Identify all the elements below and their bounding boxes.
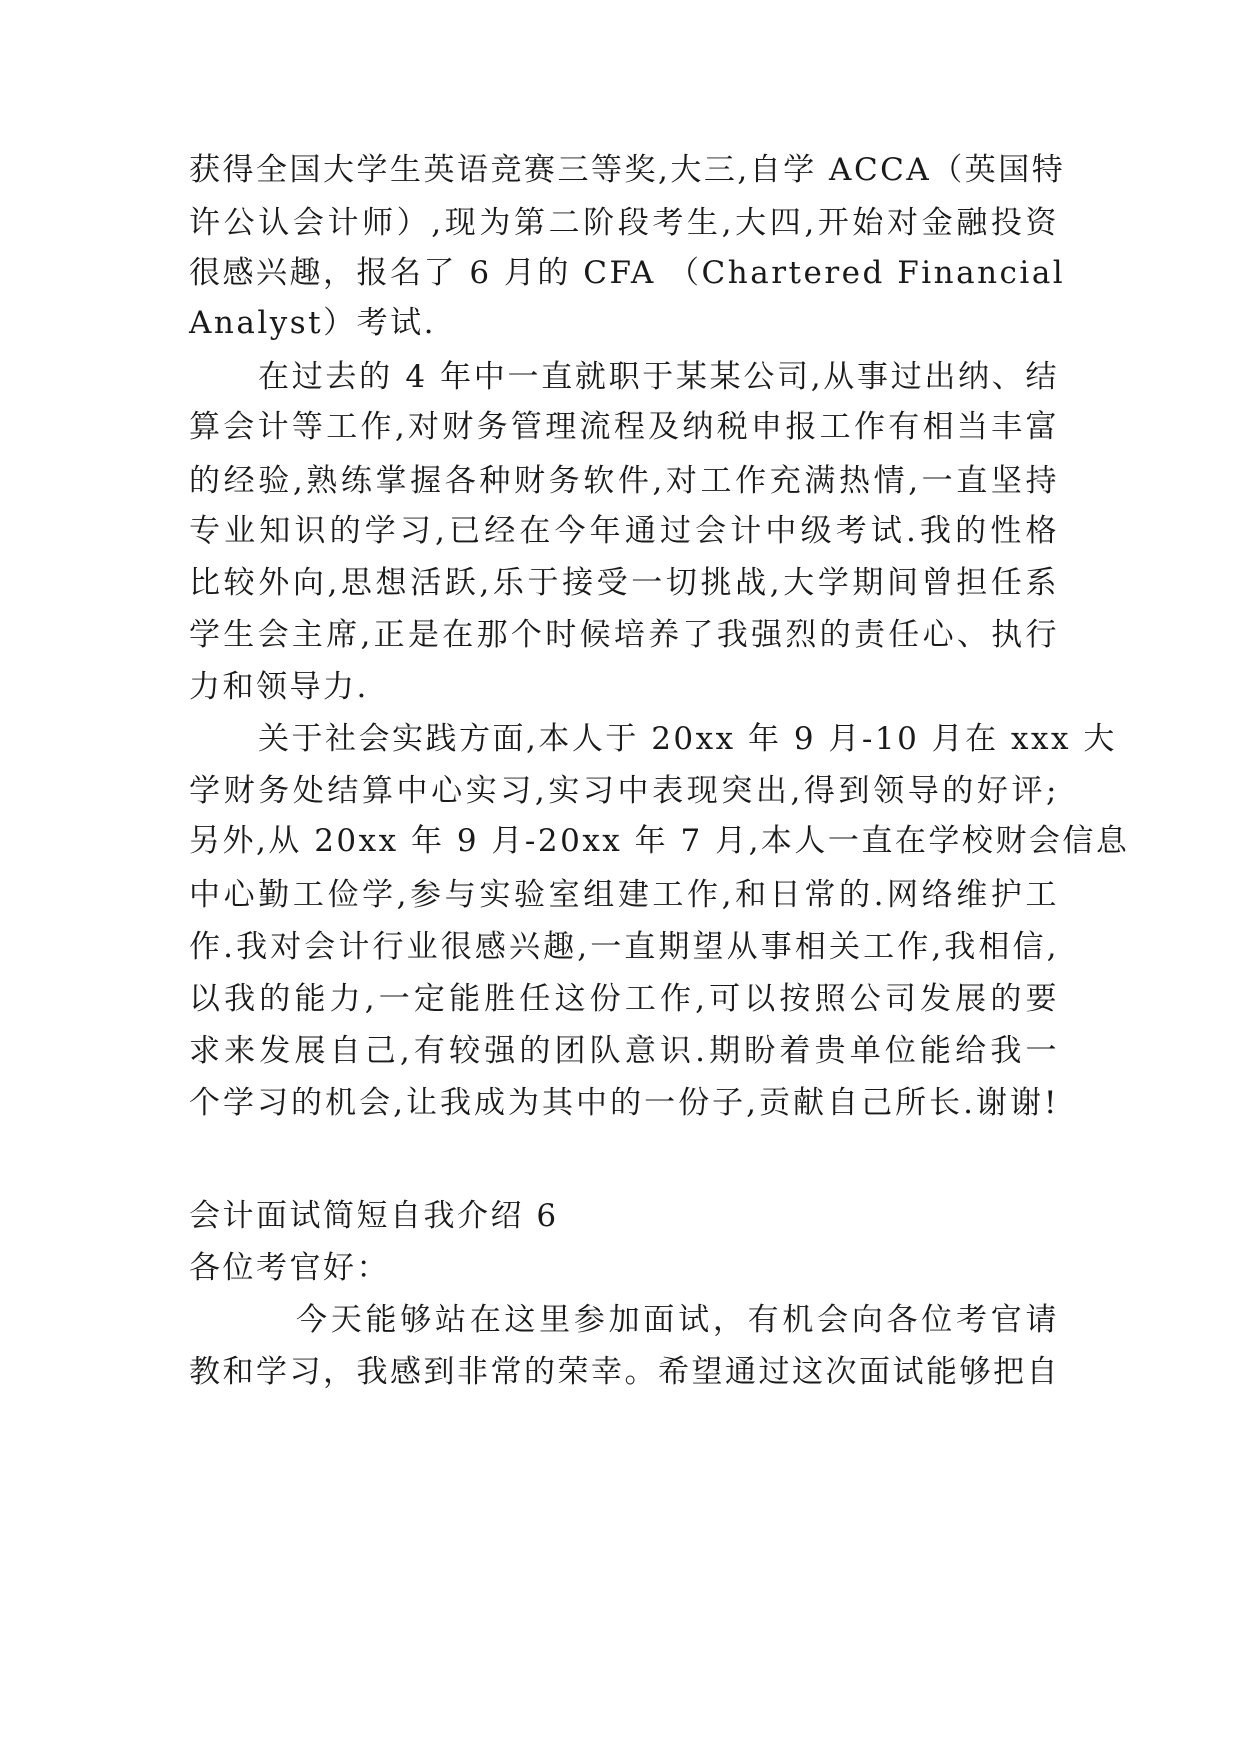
- paragraph-3-line-2: 学财务处结算中心实习,实习中表现突出,得到领导的好评;: [189, 773, 1059, 809]
- paragraph-1-line-3: 很感兴趣，报名了 6 月的 CFA （Chartered Financial: [189, 255, 1066, 291]
- paragraph-2-line-2: 算会计等工作,对财务管理流程及纳税申报工作有相当丰富: [189, 409, 1059, 445]
- paragraph-2-line-1: 在过去的 4 年中一直就职于某某公司,从事过出纳、结: [258, 359, 1059, 395]
- greeting: 各位考官好：: [189, 1250, 390, 1286]
- paragraph-3-line-7: 求来发展自己,有较强的团队意识.期盼着贵单位能给我一: [189, 1033, 1059, 1069]
- paragraph-3-line-3: 另外,从 20xx 年 9 月-20xx 年 7 月,本人一直在学校财会信息: [189, 823, 1130, 859]
- paragraph-3-line-8: 个学习的机会,让我成为其中的一份子,贡献自己所长.谢谢!: [189, 1085, 1059, 1121]
- paragraph-3-line-5: 作.我对会计行业很感兴趣,一直期望从事相关工作,我相信,: [189, 929, 1059, 965]
- paragraph-4-line-2: 教和学习，我感到非常的荣幸。希望通过这次面试能够把自: [189, 1354, 1060, 1390]
- paragraph-2-line-6: 学生会主席,正是在那个时候培养了我强烈的责任心、执行: [189, 617, 1059, 653]
- paragraph-1-line-4: Analyst）考试.: [189, 305, 436, 341]
- paragraph-4-line-1: 今天能够站在这里参加面试，有机会向各位考官请: [296, 1302, 1059, 1338]
- paragraph-2-line-3: 的经验,熟练掌握各种财务软件,对工作充满热情,一直坚持: [189, 463, 1059, 499]
- paragraph-2-line-7: 力和领导力.: [189, 669, 369, 705]
- paragraph-1-line-2: 许公认会计师）,现为第二阶段考生,大四,开始对金融投资: [189, 205, 1059, 241]
- paragraph-2-line-4: 专业知识的学习,已经在今年通过会计中级考试.我的性格: [189, 513, 1059, 549]
- paragraph-2-line-5: 比较外向,思想活跃,乐于接受一切挑战,大学期间曾担任系: [189, 565, 1059, 601]
- paragraph-1-line-1: 获得全国大学生英语竞赛三等奖,大三,自学 ACCA（英国特: [189, 152, 1066, 188]
- paragraph-3-line-1: 关于社会实践方面,本人于 20xx 年 9 月-10 月在 xxx 大: [258, 721, 1117, 757]
- section-title: 会计面试简短自我介绍 6: [189, 1198, 559, 1234]
- paragraph-3-line-6: 以我的能力,一定能胜任这份工作,可以按照公司发展的要: [189, 981, 1059, 1017]
- paragraph-3-line-4: 中心勤工俭学,参与实验室组建工作,和日常的.网络维护工: [189, 877, 1059, 913]
